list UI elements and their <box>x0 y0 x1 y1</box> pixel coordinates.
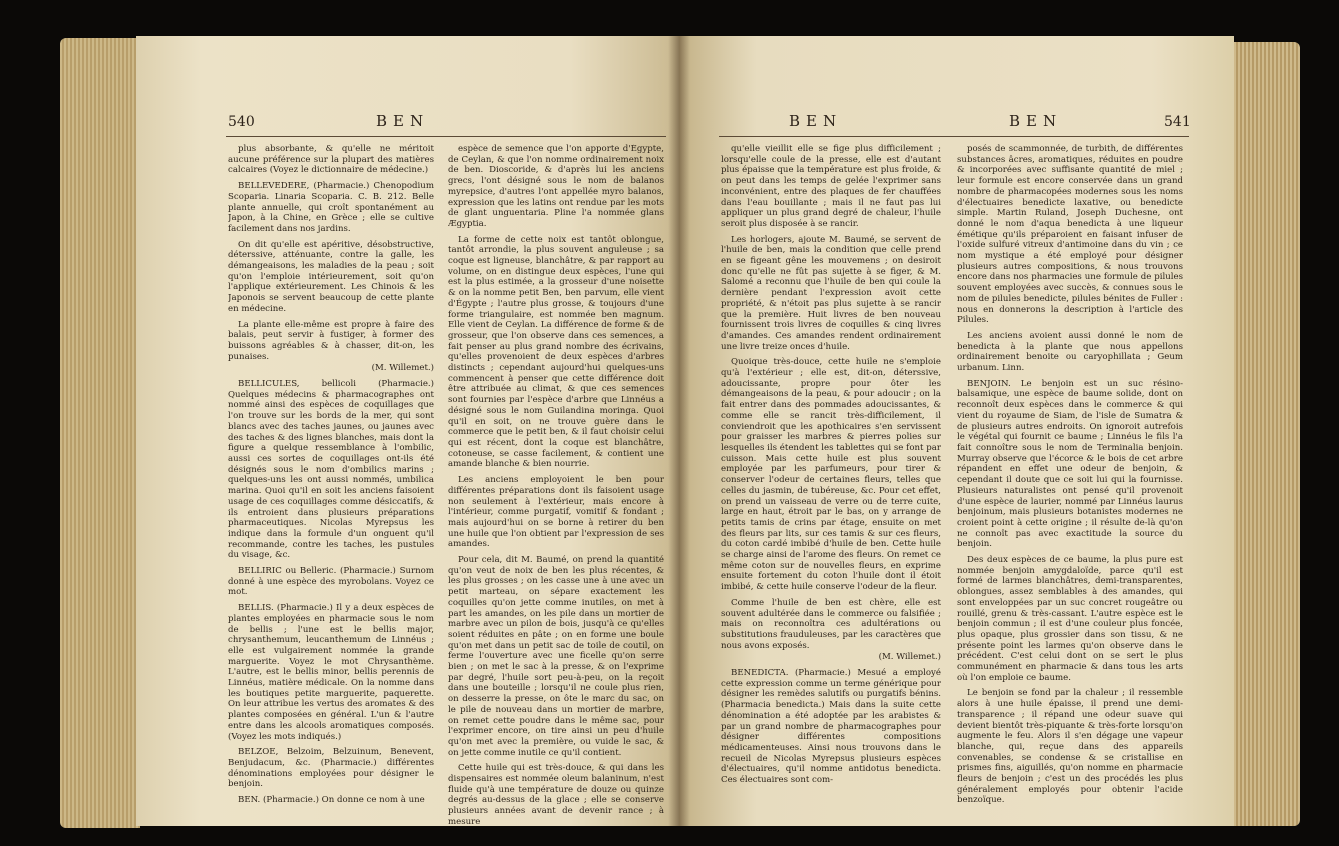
text-column-2 <box>957 144 1183 826</box>
open-book <box>60 18 1300 840</box>
left-page <box>136 36 679 826</box>
paragraph: qu'elle vieillit elle se fige plus difficilement ; lorsqu'elle coule de la presse, elle est d'autant plus épaisse que la température est plus froide, & on peut dans les temps de gelée l'exprimer sans inconvénient, entre des plaques de fer chauffées dans l'eau bouillante ; mais il ne faut pas lui appliquer un plus grand degré de chaleur, l'huile seroit plus disposée à se rancir. <box>721 144 941 229</box>
running-header: BEN <box>1009 112 1063 130</box>
paragraph: BENJOIN. Le benjoin est un suc résino-balsamique, une espèce de baume solide, dont on reconnoît deux espèces dans le commerce & qui vient du royaume de Siam, de l'isle de Sumatra & de plusieurs autres endroits. On ignoroit autrefois le végétal qui fournit ce baume ; Linnéus le fils l'a fait connoître sous le nom de Terminalia benjoin. Murray observe que l'écorce & le bois de cet arbre répandent en effet une odeur de benjoin, & cependant il doute que ce soit lui qui la fournisse. Plusieurs naturalistes ont pensé qu'il provenoit d'une espèce de laurier, nommé par Linnéus laurus benjoinum, mais plusieurs botanistes modernes ne croient point à cette origine ; il résulte de-là qu'on ne connoît pas avec exactitude la source du benjoin. <box>957 378 1183 550</box>
paragraph: Les horlogers, ajoute M. Baumé, se servent de l'huile de ben, mais la condition que celle prend en se figeant gêne les mouvemens ; on desiroit donc qu'elle ne fût pas sujette à se figer, & M. Salomé a reconnu que l'huile de ben qui coule la dernière pendant l'expression avoit cette propriété, & n'étoit pas plus sujette à se rancir que la première. Huit livres de ben nouveau fournissent trois livres de coquilles & cinq livres d'amandes. Ces amandes rendent ordinairement une livre treize onces d'huile. <box>721 234 941 352</box>
paragraph: Le benjoin se fond par la chaleur ; il ressemble alors à une huile épaisse, il prend une demi-transparence ; il répand une odeur suave qui devient bientôt très-piquante & très-forte lorsqu'on augmente le feu. Alors il s'en dégage une vapeur blanche, qui, reçue dans des appareils convenables, se condense & se cristallise en prismes fins, aiguillés, qu'on nomme en pharmacie fleurs de benjoin ; c'est un des procédés les plus généralement employés pour obtenir l'acide benzoïque. <box>957 688 1183 806</box>
right-page <box>679 36 1234 826</box>
paragraph: Les anciens employoient le ben pour différentes préparations dont ils faisoient usage non seulement à l'extérieur, mais encore à l'intérieur, comme purgatif, vomitif & fondant ; mais aujourd'hui on se borne à retirer du ben une huile que l'on obtient par l'expression de ses amandes. <box>448 475 664 550</box>
paragraph: BELZOE, Belzoim, Belzuinum, Benevent, Benjudacum, &c. (Pharmacie.) différentes dénominations employées pour désigner le benjoin. <box>228 747 434 790</box>
paragraph: Les anciens avoient aussi donné le nom de benedicta à la plante que nous appellons ordinairement benoite ou caryophillata ; Geum urbanum. Linn. <box>957 330 1183 374</box>
paragraph: On dit qu'elle est apéritive, désobstructive, déterssive, atténuante, contre la galle, les démangeaisons, les maladies de la peau ; soit qu'on l'emploie intérieurement, soit qu'on l'applique extérieurement. Les Chinois & les Japonois se servent beaucoup de cette plante en médecine. <box>228 239 434 314</box>
paragraph: BENEDICTA. (Pharmacie.) Mesué a employé cette expression comme un terme générique pour désigner les remèdes salutifs ou purgatifs bénins. (Pharmacia benedicta.) Mais dans la suite cette dénomination a été adoptée par les arabistes & par un grand nombre de pharmacographes pour désigner différentes compositions médicamenteuses. Ainsi nous trouvons dans le recueil de Nicolas Myrepsus plusieurs espèces d'électuaires, qu'il nomme antidotus benedicta. Ces électuaires sont com- <box>721 668 941 786</box>
paragraph: (M. Willemet.) <box>371 363 434 374</box>
header-rule <box>226 136 666 137</box>
paragraph: espèce de semence que l'on apporte d'Égypte, de Ceylan, & que l'on nomme ordinairement noix de ben. Dioscoride, & d'après lui les anciens grecs, l'ont désigné sous le nom de balanos myrepsice, d'autres l'ont appellée myro balanos, expression que les latins ont rendue par les mots de glant unguentaria. Pline l'a nommée glans Ægyptia. <box>448 144 664 229</box>
text-column-2 <box>448 144 664 826</box>
paragraph: BELLICULES, bellicoli (Pharmacie.) Quelques médecins & pharmacographes ont nommé ainsi des espèces de coquillages que l'on trouve sur les bords de la mer, qui sont blancs avec des taches jaunes, ou jaunes avec des taches & des lignes blanches, mais dont la figure a quelque ressemblance à l'ombilic, aussi ces sortes de coquillages ont-ils été désignés sous le nom d'ombilics marins ; quelques-uns les ont aussi nommés, umbilica marina. Quoi qu'il en soit les anciens faisoient usage de ces coquillages comme désiccatifs, & ils entroient dans plusieurs préparations pharmaceutiques. Nicolas Myrepsus les indique dans la formule d'un onguent qu'il recommande, contre les taches, les pustules du visage, &c. <box>228 379 434 561</box>
book-gutter <box>668 36 690 826</box>
paragraph: BELLIRIC ou Belleric. (Pharmacie.) Surnom donné à une espèce des myrobolans. Voyez ce mot. <box>228 566 434 598</box>
paragraph: posés de scammonnée, de turbith, de différentes substances âcres, aromatiques, réduites en poudre & incorporées avec suffisante quantité de miel ; leur formule est encore conservée dans un grand nombre de pharmacopées modernes sous les noms d'électuaires benedicte laxative, ou benedicte simple. Martin Ruland, Joseph Duchesne, ont donné le nom d'aqua benedicta à une liqueur émétique qu'ils préparoient en faisant infuser de l'oxide sulfuré vitreux d'antimoine dans du vin ; ce nom mystique a été employé pour désigner plusieurs autres compositions, & nous trouvons encore dans nos pharmacies une formule de pilules souvent employées avec succès, & connues sous le nom de pilules benedicte, pilules bénites de Fuller : nous en donnerons la description à l'article des Pilules. <box>957 144 1183 326</box>
paragraph: Des deux espèces de ce baume, la plus pure est nommée benjoin amygdaloïde, parce qu'il est formé de larmes blanchâtres, demi-transparentes, oblongues, assez semblables à des amandes, qui sont enveloppées par un suc concret rougeâtre ou rouillé, grenu & très-cassant. L'autre espèce est le benjoin commun ; il est d'une couleur plus foncée, plus opaque, plus grossier dans son tissu, & ne présente point les larmes qu'on observe dans le précédent. C'est celui dont on se sert le plus communément en pharmacie & dans tous les arts où l'on emploie ce baume. <box>957 555 1183 683</box>
left-page-edges <box>60 38 140 828</box>
page-number: 540 <box>228 114 255 130</box>
paragraph: Quoique très-douce, cette huile ne s'emploie qu'à l'extérieur ; elle est, dit-on, déterssive, adoucissante, propre pour ôter les démangeaisons de la peau, & pour adoucir ; on la fait entrer dans des pommades adoucissantes, & comme elle se rancit très-difficilement, il conviendroit que les apothicaires s'en servissent pour graisser les marbres & pierres polies sur lesquelles ils étendent les tablettes qui se font par cuisson. Mais cette huile est plus souvent employée par les parfumeurs, pour tirer & conserver l'odeur de certaines fleurs, telles que celles du jasmin, de tubéreuse, &c. Pour cet effet, on prend un vaisseau de verre ou de terre cuite, large en haut, étroit par le bas, on y arrange de petits tamis de crins par étage, ensuite on met des fleurs par lits, sur ces tamis & sur ces fleurs, du coton cardé imbibé d'huile de ben. Cette huile se charge ainsi de l'arome des fleurs. On remet ce même coton sur de nouvelles fleurs, en exprime ensuite fortement du coton l'huile dont il étoit imbibé, & cette huile conserve l'odeur de la fleur. <box>721 357 941 593</box>
paragraph: Cette huile qui est très-douce, & qui dans les dispensaires est nommée oleum balaninum, n'est fluide qu'à une température de douze ou quinze degrés au-dessus de la glace ; elle se conserve plusieurs années avant de devenir rance ; à mesure <box>448 763 664 826</box>
paragraph: La forme de cette noix est tantôt oblongue, tantôt arrondie, la plus souvent anguleuse ; sa coque est ligneuse, blanchâtre, & par rapport au volume, on en distingue deux espèces, l'une qui est la plus estimée, a la grosseur d'une noisette & on la nomme petit Ben, ben parvum, elle vient d'Égypte ; l'autre plus grosse, & toujours d'une forme triangulaire, est nommée ben magnum. Elle vient de Ceylan. La différence de forme & de grosseur, que l'on observe dans ces semences, a fait penser au plus grand nombre des écrivains, qu'elles provenoient de deux espèces d'arbres distincts ; cependant aujourd'hui quelques-uns commencent à penser que cette différence doit être attribuée au climat, & que ces semences sont fournies par l'espèce d'arbre que Linnéus a désigné sous le nom Guilandina moringa. Quoi qu'il en soit, on ne trouve guère dans le commerce que le petit ben, & il faut choisir celui qui est récent, dont la coque est blanchâtre, cotoneuse, se casse facilement, & contient une amande blanche & bien nourrie. <box>448 234 664 470</box>
text-column-1 <box>721 144 941 826</box>
paragraph: BEN. (Pharmacie.) On donne ce nom à une <box>238 795 425 806</box>
running-header: BEN <box>376 112 430 130</box>
header-rule <box>719 136 1189 137</box>
text-column-1 <box>228 144 434 826</box>
page-number: 541 <box>1164 114 1191 130</box>
right-page-edges <box>1232 42 1300 826</box>
paragraph: La plante elle-même est propre à faire des balais, peut servir à fustiger, à former des buissons agréables & à chasser, dit-on, les punaises. <box>228 319 434 362</box>
running-header: BEN <box>789 112 843 130</box>
paragraph: Pour cela, dit M. Baumé, on prend la quantité qu'on veut de noix de ben les plus récentes, & les plus grosses ; on les casse une à une avec un petit marteau, on sépare exactement les coquilles qu'on jette comme inutiles, on met à part les amandes, on les pile dans un mortier de marbre avec un pilon de bois, jusqu'à ce qu'elles soient réduites en pâte ; on en forme une boule qu'on met dans un petit sac de toile de coutil, on ferme l'ouverture avec une ficelle qu'on serre bien ; on met le sac à la presse, & on l'exprime par degré, l'huile sort peu-à-peu, on la reçoit dans une bouteille ; lorsqu'il ne coule plus rien, on desserre la presse, on ôte le marc du sac, on le pile de nouveau dans un mortier de marbre, on remet cette poudre dans le même sac, pour l'exprimer encore, on tire ainsi un peu d'huile qu'on met avec la première, ou vuide le sac, & on jette comme inutile ce qu'il contient. <box>448 555 664 758</box>
paragraph: (M. Willemet.) <box>878 652 941 663</box>
paragraph: plus absorbante, & qu'elle ne méritoit aucune préférence sur la plupart des matières calcaires (Voyez le dictionnaire de médecine.) <box>228 144 434 176</box>
paragraph: BELLEVEDERE, (Pharmacie.) Chenopodium Scoparia. Linaria Scoparia. C. B. 212. Belle plante annuelle, qui croît spontanément au Japon, à la Chine, en Grèce ; elle se cultive facilement dans nos jardins. <box>228 181 434 234</box>
paragraph: Comme l'huile de ben est chère, elle est souvent adultérée dans le commerce ou falsifiée ; mais on reconnoîtra ces adultérations ou substitutions frauduleuses, par les caractères que nous avons exposés. <box>721 597 941 651</box>
paragraph: BELLIS. (Pharmacie.) Il y a deux espèces de plantes employées en pharmacie sous le nom de bellis ; l'une est le bellis major, chrysanthemum, leucanthemum de Linnéus ; elle est vulgairement nommée la grande marguerite. Voyez le mot Chrysanthème. L'autre, est le bellis minor, bellis perennis de Linnéus, matière médicale. On la nomme dans les boutiques petite marguerite, paquerette. On leur attribue les vertus des aromates & des plantes composées en général. L'un & l'autre entre dans les alcools aromatiques composés. (Voyez les mots indiqués.) <box>228 603 434 742</box>
